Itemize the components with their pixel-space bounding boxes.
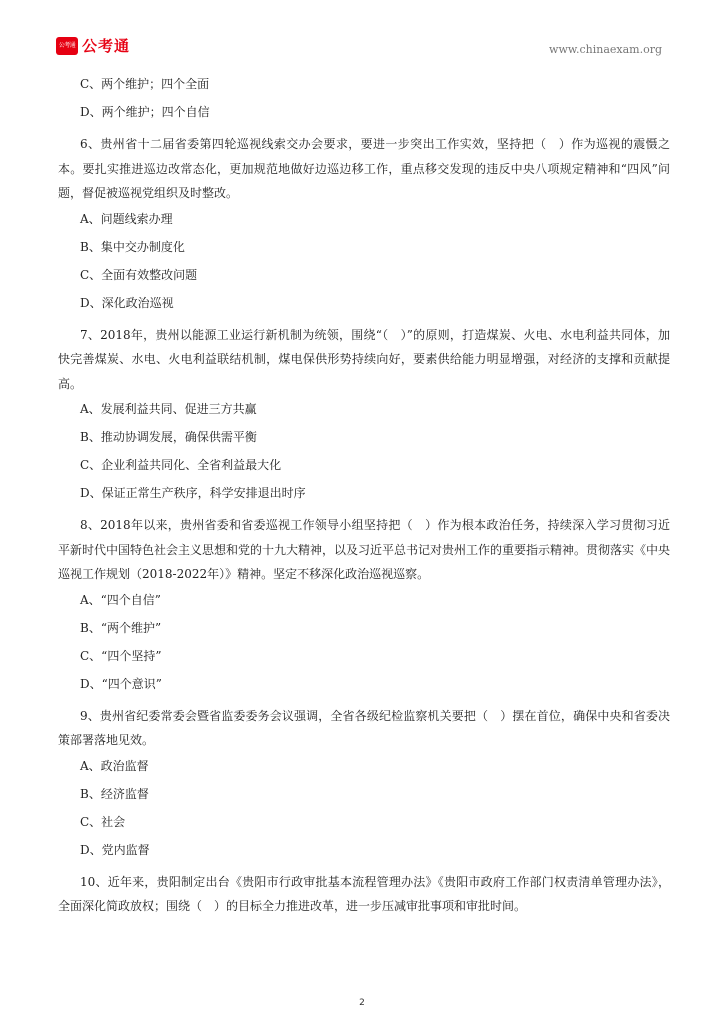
logo xyxy=(56,35,130,56)
option-line: D、“四个意识” xyxy=(80,676,162,691)
document-body xyxy=(58,76,670,924)
option-line: B、集中交办制度化 xyxy=(80,239,185,254)
option-line: C、两个维护；四个全面 xyxy=(80,77,210,91)
option-line: A、“四个自信” xyxy=(80,592,161,607)
question-8: 8、2018年以来，贵州省委和省委巡视工作领导小组坚持把（ ）作为根本政治任务，持续深入学习贯彻习近平新时代中国特色社会主义思想和党的十九大精神，以及习近平总书记对贵州工作的重要指示精神。贯彻落实《中央巡视工作规划（2018-2022年）》精神。坚定不移深化政治巡视巡察。 xyxy=(58,518,671,581)
option-line: D、两个维护；四个自信 xyxy=(80,105,210,119)
page-number: 2 xyxy=(359,998,365,1008)
option-line: C、社会 xyxy=(80,814,126,829)
logo-text: 公考通 xyxy=(82,37,131,55)
option-line: C、全面有效整改问题 xyxy=(80,267,198,282)
option-line: B、“两个维护” xyxy=(80,620,162,635)
option-line: D、党内监督 xyxy=(80,842,150,857)
logo-badge-icon: 公考通 xyxy=(56,37,78,55)
option-line: A、发展利益共同、促进三方共赢 xyxy=(80,402,257,416)
page-header xyxy=(0,0,724,64)
question-9: 9、贵州省纪委常委会暨省监委委务会议强调，全省各级纪检监察机关要把（ ）摆在首位，确保中央和省委决策部署落地见效。 xyxy=(58,708,670,747)
option-line: A、问题线索办理 xyxy=(80,211,173,226)
option-line: D、保证正常生产秩序，科学安排退出时序 xyxy=(80,486,306,500)
option-line: A、政治监督 xyxy=(80,758,149,773)
option-line: D、深化政治巡视 xyxy=(80,295,174,310)
question-7: 7、2018年，贵州以能源工业运行新机制为统领，围绕“（ ）”的原则，打造煤炭、火电、水电利益共同体，加快完善煤炭、水电、火电利益联结机制，煤电保供形势持续向好，要素供给能力明显增强，对经济的支撑和贡献提高。 xyxy=(58,327,670,391)
question-6: 6、贵州省十二届省委第四轮巡视线索交办会要求，要进一步突出工作实效，坚持把（ ）作为巡视的震慑之本。要扎实推进巡边改常态化，更加规范地做好边巡边移工作，重点移交发现的违反中央八项规定精神和“四风”问题，督促被巡视党组织及时整改。 xyxy=(58,137,670,200)
option-line: B、经济监督 xyxy=(80,786,149,801)
option-line: B、推动协调发展，确保供需平衡 xyxy=(80,430,257,444)
option-line: C、“四个坚持” xyxy=(80,648,162,663)
site-url: www.chinaexam.org xyxy=(549,43,662,56)
question-10: 10、近年来，贵阳制定出台《贵阳市行政审批基本流程管理办法》《贵阳市政府工作部门权责清单管理办法》，全面深化简政放权；围绕（ ）的目标全力推进改革，进一步压减审批事项和审批时间。 xyxy=(58,874,670,913)
option-line: C、企业利益共同化、全省利益最大化 xyxy=(80,458,282,472)
